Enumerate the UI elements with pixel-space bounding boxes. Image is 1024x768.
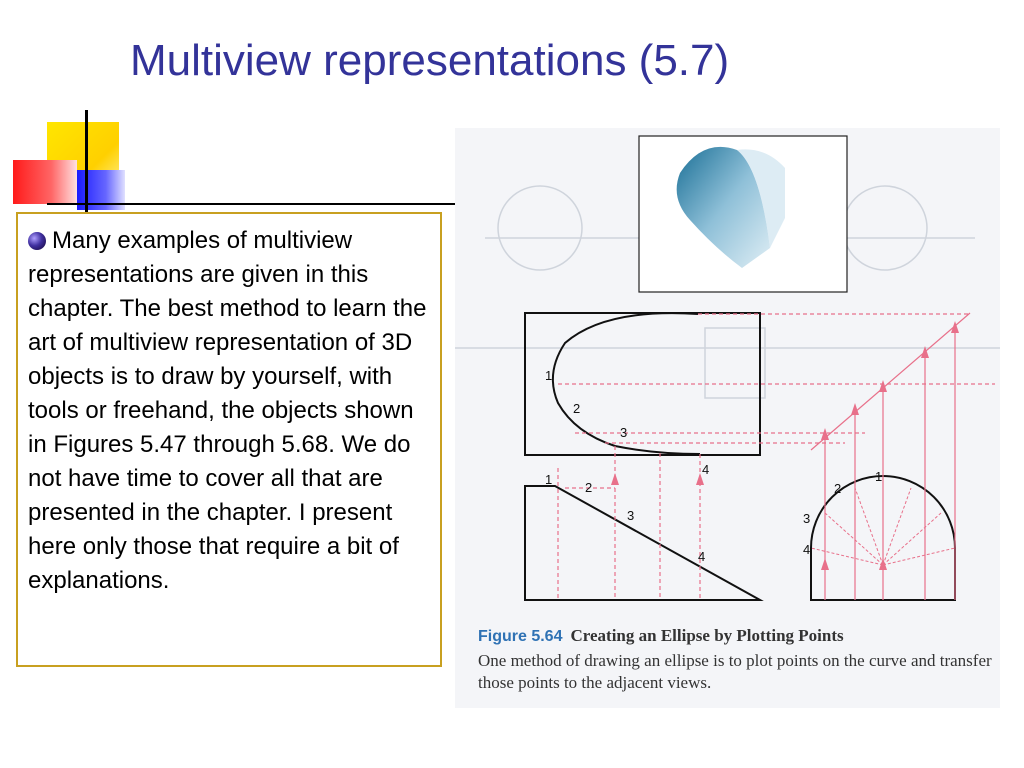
front-label-4: 4	[698, 549, 706, 564]
top-label-2: 2	[573, 401, 581, 416]
side-label-4: 4	[803, 542, 811, 557]
decor-red-square	[13, 160, 77, 204]
projection-arrows	[611, 321, 959, 570]
front-label-1: 1	[545, 472, 553, 487]
ellipse-construction-drawing	[455, 128, 1000, 708]
front-view	[525, 486, 760, 600]
sphere-bullet-icon	[28, 232, 46, 250]
bullet-text-box	[16, 212, 442, 667]
figure-number: Figure 5.64	[478, 628, 563, 645]
figure-caption	[478, 626, 998, 694]
side-label-1: 1	[875, 469, 883, 484]
figure-image	[455, 128, 1000, 708]
front-label-3: 3	[627, 508, 635, 523]
figure-description: One method of drawing an ellipse is to plot points on the curve and transfer those points to the adjacent views.	[478, 651, 992, 692]
isometric-view	[639, 136, 847, 292]
top-label-3: 3	[620, 425, 628, 440]
projection-lines	[558, 313, 995, 600]
top-label-4: 4	[702, 462, 710, 477]
decor-horizontal-line	[47, 203, 455, 205]
bullet-text: Many examples of multiview representations are given in this chapter. The best method to learn the art of multiview representation of 3D objects is to draw by yourself, with tools or freehand, the objects shown in Figures 5.47 through 5.68. We do not have time to cover all that are presented in the chapter. I present here only those that require a bit of explanations.	[28, 227, 427, 594]
side-label-2: 2	[834, 481, 842, 496]
slide-title: Multiview representations (5.7)	[130, 36, 730, 85]
side-label-3: 3	[803, 511, 811, 526]
figure-title: Creating an Ellipse by Plotting Points	[570, 626, 844, 645]
bullet-paragraph	[28, 224, 432, 598]
front-label-2: 2	[585, 480, 593, 495]
decor-vertical-line	[85, 110, 88, 216]
top-label-1: 1	[545, 368, 553, 383]
